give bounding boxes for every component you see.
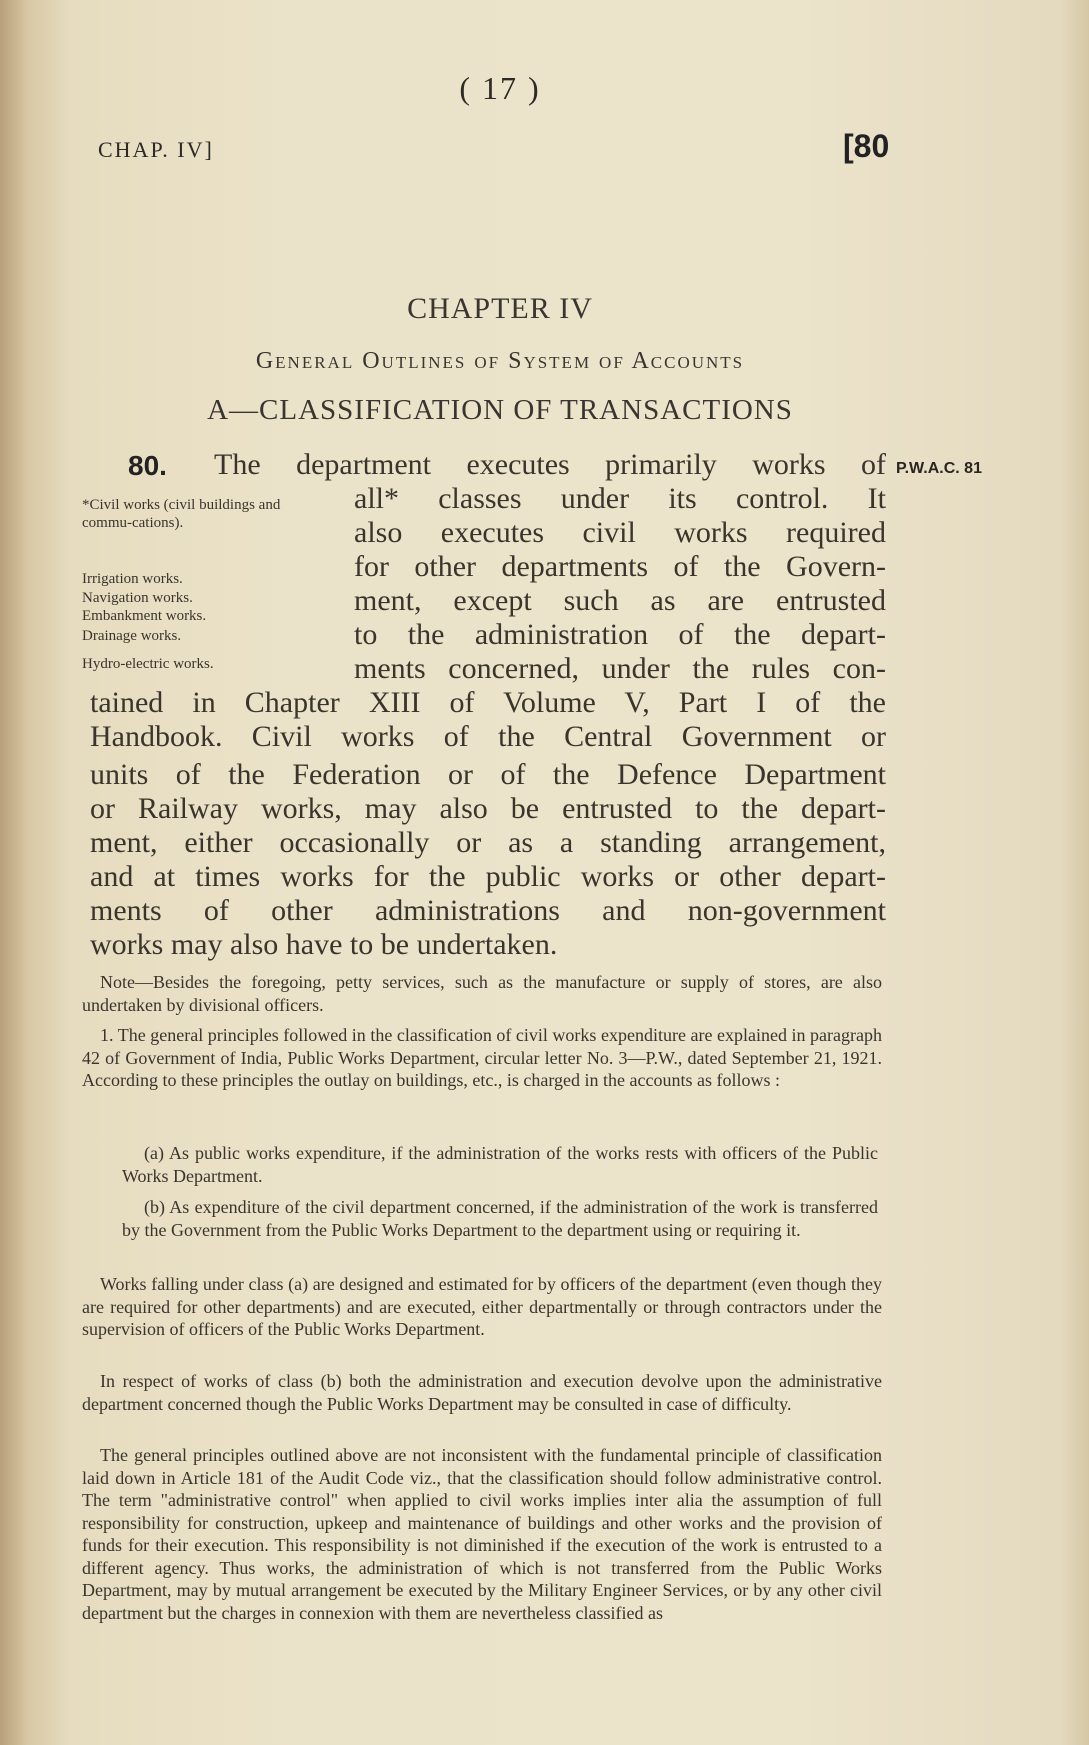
- chapter-title: CHAPTER IV: [407, 292, 593, 325]
- paragraph-line: and at times works for the public works or other depart-: [90, 860, 886, 893]
- paragraph-line: to the administration of the depart-: [354, 618, 886, 651]
- side-note-hydro-electric: Hydro-electric works.: [82, 656, 214, 672]
- section-reference: [80: [843, 128, 890, 164]
- paragraph-number: 80.: [128, 450, 167, 481]
- side-note-embankment: Embankment works.: [82, 608, 207, 624]
- section-subheading: A—CLASSIFICATION OF TRANSACTIONS: [207, 394, 793, 426]
- side-note-drainage: Drainage works.: [82, 628, 182, 644]
- paragraph-line: tained in Chapter XIII of Volume V, Part I of the: [90, 686, 886, 719]
- note-general-principles: 1. The general principles followed in the classification of civil works expenditure are explained in paragraph 42 of Government of India, Public Works Department, circular letter No. 3—P.W., dated September 21, 1921. According to these principles the outlay on buildings, etc., is charged in the accounts as follows :: [82, 1025, 882, 1090]
- paragraph-line: The department executes primarily works of: [214, 448, 886, 481]
- paragraph-line: works may also have to be undertaken.: [90, 928, 558, 961]
- paragraph-line: ments of other administrations and non-government: [90, 894, 886, 927]
- page-number: ( 17 ): [459, 70, 541, 106]
- side-note-irrigation: Irrigation works.: [82, 571, 183, 587]
- note-class-a-works: Works falling under class (a) are designed and estimated for by officers of the department (even though they are required for other departments) and are executed, either departmentally or through contractors under the supervision of officers of the Public Works Department.: [82, 1274, 882, 1339]
- paragraph-line: ments concerned, under the rules con-: [354, 652, 886, 685]
- paragraph-line: or Railway works, may also be entrusted to the depart-: [90, 792, 886, 825]
- note-administrative-control: The general principles outlined above are not inconsistent with the fundamental principle of classification laid down in Article 181 of the Audit Code viz., that the classification should follow administrative control. The term "administrative control" when applied to civil works implies inter alia the assumption of full responsibility for construction, upkeep and maintenance of buildings and other works and the provision of funds for their execution. This responsibility is not diminished if the execution of the work is entrusted to a different agency. Thus works, the administration of which is not transferred from the Public Works Department, may by mutual arrangement be executed by the Military Engineer Services, or by any other civil department but the charges in connexion with them are nevertheless classified as: [82, 1445, 882, 1623]
- paragraph-line: all* classes under its control. It: [354, 482, 886, 515]
- paragraph-line: also executes civil works required: [354, 516, 886, 549]
- paragraph-line: ment, except such as are entrusted: [354, 584, 886, 617]
- section-heading: General Outlines of System of Accounts: [255, 348, 745, 374]
- margin-reference: P.W.A.C. 81: [896, 460, 982, 477]
- side-note-civil-works: *Civil works (civil buildings and commu-cations).: [82, 497, 281, 531]
- paragraph-line: units of the Federation or of the Defence Department: [90, 758, 886, 791]
- paragraph-line: Handbook. Civil works of the Central Government or: [90, 720, 886, 753]
- paragraph-line: for other departments of the Govern-: [354, 550, 886, 583]
- paragraph-line: ment, either occasionally or as a standing arrangement,: [90, 826, 886, 859]
- side-note-navigation: Navigation works.: [82, 590, 193, 606]
- note-clause-b: (b) As expenditure of the civil department concerned, if the administration of the work is transferred by the Government from the Public Works Department to the department using or requiring it.: [122, 1197, 878, 1240]
- note-clause-a: (a) As public works expenditure, if the administration of the works rests with officers of the Public Works Department.: [122, 1143, 878, 1186]
- note-foregoing: Note—Besides the foregoing, petty services, such as the manufacture or supply of stores, are also undertaken by divisional officers.: [82, 972, 882, 1015]
- chapter-reference: CHAP. IV]: [98, 137, 214, 162]
- note-class-b-works: In respect of works of class (b) both the administration and execution devolve upon the administrative department concerned though the Public Works Department may be consulted in case of difficulty.: [82, 1371, 882, 1414]
